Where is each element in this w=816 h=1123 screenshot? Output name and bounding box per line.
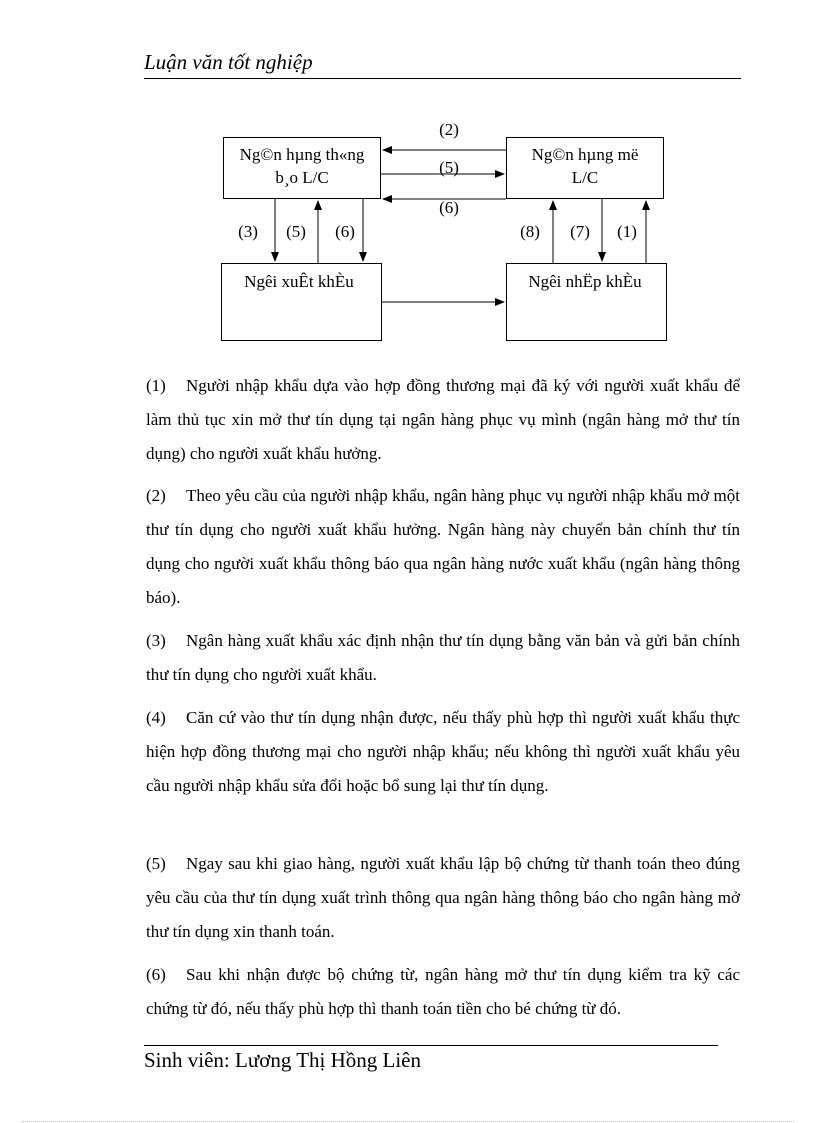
issuing-bank-line-1: Ng©n hµng më — [531, 145, 639, 164]
page-bottom-edge — [22, 1121, 794, 1122]
importer-label: Ngêi nhËp khÈu — [528, 272, 642, 291]
paragraph-1-num: (1) — [146, 376, 166, 395]
label-left-6: (6) — [335, 222, 355, 241]
paragraph-2 — [146, 479, 740, 615]
paragraph-1-text: Người nhập khẩu dựa vào hợp đồng thương mại đã ký với người xuất khẩu để làm thủ tục xin mở thư tín dụng tại ngân hàng phục vụ mình (ngân hàng mở thư tín dụng) cho người xuất khẩu hưởng. — [146, 376, 740, 463]
header-title: Luận văn tốt nghiệp — [144, 50, 313, 74]
label-left-5: (5) — [286, 222, 306, 241]
paragraph-5 — [146, 847, 740, 949]
label-left-3: (3) — [238, 222, 258, 241]
paragraph-4 — [146, 701, 740, 803]
exporter-label: Ngêi xuÊt khÈu — [244, 272, 354, 291]
label-bottom-6: (6) — [439, 198, 459, 217]
paragraph-2-text: Theo yêu cầu của người nhập khẩu, ngân hàng phục vụ người nhập khẩu mở một thư tín dụng cho người xuất khẩu hưởng. Ngân hàng này chuyển bản chính thư tín dụng cho người xuất khẩu thông báo qua ngân hàng nước xuất khẩu (ngân hàng thông báo). — [146, 486, 740, 607]
paragraph-6-num: (6) — [146, 965, 166, 984]
paragraph-6 — [146, 958, 740, 1026]
paragraph-5-num: (5) — [146, 854, 166, 873]
label-right-1: (1) — [617, 222, 637, 241]
label-right-7: (7) — [570, 222, 590, 241]
footer-student-name: Sinh viên: Lương Thị Hồng Liên — [144, 1048, 421, 1072]
label-mid-5: (5) — [439, 158, 459, 177]
lc-flow-diagram — [0, 0, 816, 360]
issuing-bank-line-2: L/C — [571, 168, 599, 187]
notifying-bank-line-1: Ng©n hµng th«ng — [239, 145, 365, 164]
paragraph-1 — [146, 369, 740, 471]
paragraph-3-text: Ngân hàng xuất khẩu xác định nhận thư tín dụng bằng văn bản và gửi bản chính thư tín dụng cho người xuất khẩu. — [146, 631, 740, 684]
label-top-2: (2) — [439, 120, 459, 139]
paragraph-3 — [146, 624, 740, 692]
paragraph-2-num: (2) — [146, 486, 166, 505]
paragraph-4-num: (4) — [146, 708, 166, 727]
notifying-bank-line-2: b¸o L/C — [275, 168, 329, 187]
paragraph-5-text: Ngay sau khi giao hàng, người xuất khẩu lập bộ chứng từ thanh toán theo đúng yêu cầu của thư tín dụng xuất trình thông qua ngân hàng thông báo cho ngân hàng mở thư tín dụng xin thanh toán. — [146, 854, 740, 941]
paragraph-3-num: (3) — [146, 631, 166, 650]
paragraph-6-text: Sau khi nhận được bộ chứng từ, ngân hàng mở thư tín dụng kiểm tra kỹ các chứng từ đó, nếu thấy phù hợp thì thanh toán tiền cho bé chứng từ đó. — [146, 965, 740, 1018]
label-right-8: (8) — [520, 222, 540, 241]
paragraph-4-text: Căn cứ vào thư tín dụng nhận được, nếu thấy phù hợp thì người xuất khẩu thực hiện hợp đồng thương mại cho người nhập khẩu; nếu không thì người xuất khẩu yêu cầu người nhập khẩu sửa đổi hoặc bổ sung lại thư tín dụng. — [146, 708, 740, 795]
